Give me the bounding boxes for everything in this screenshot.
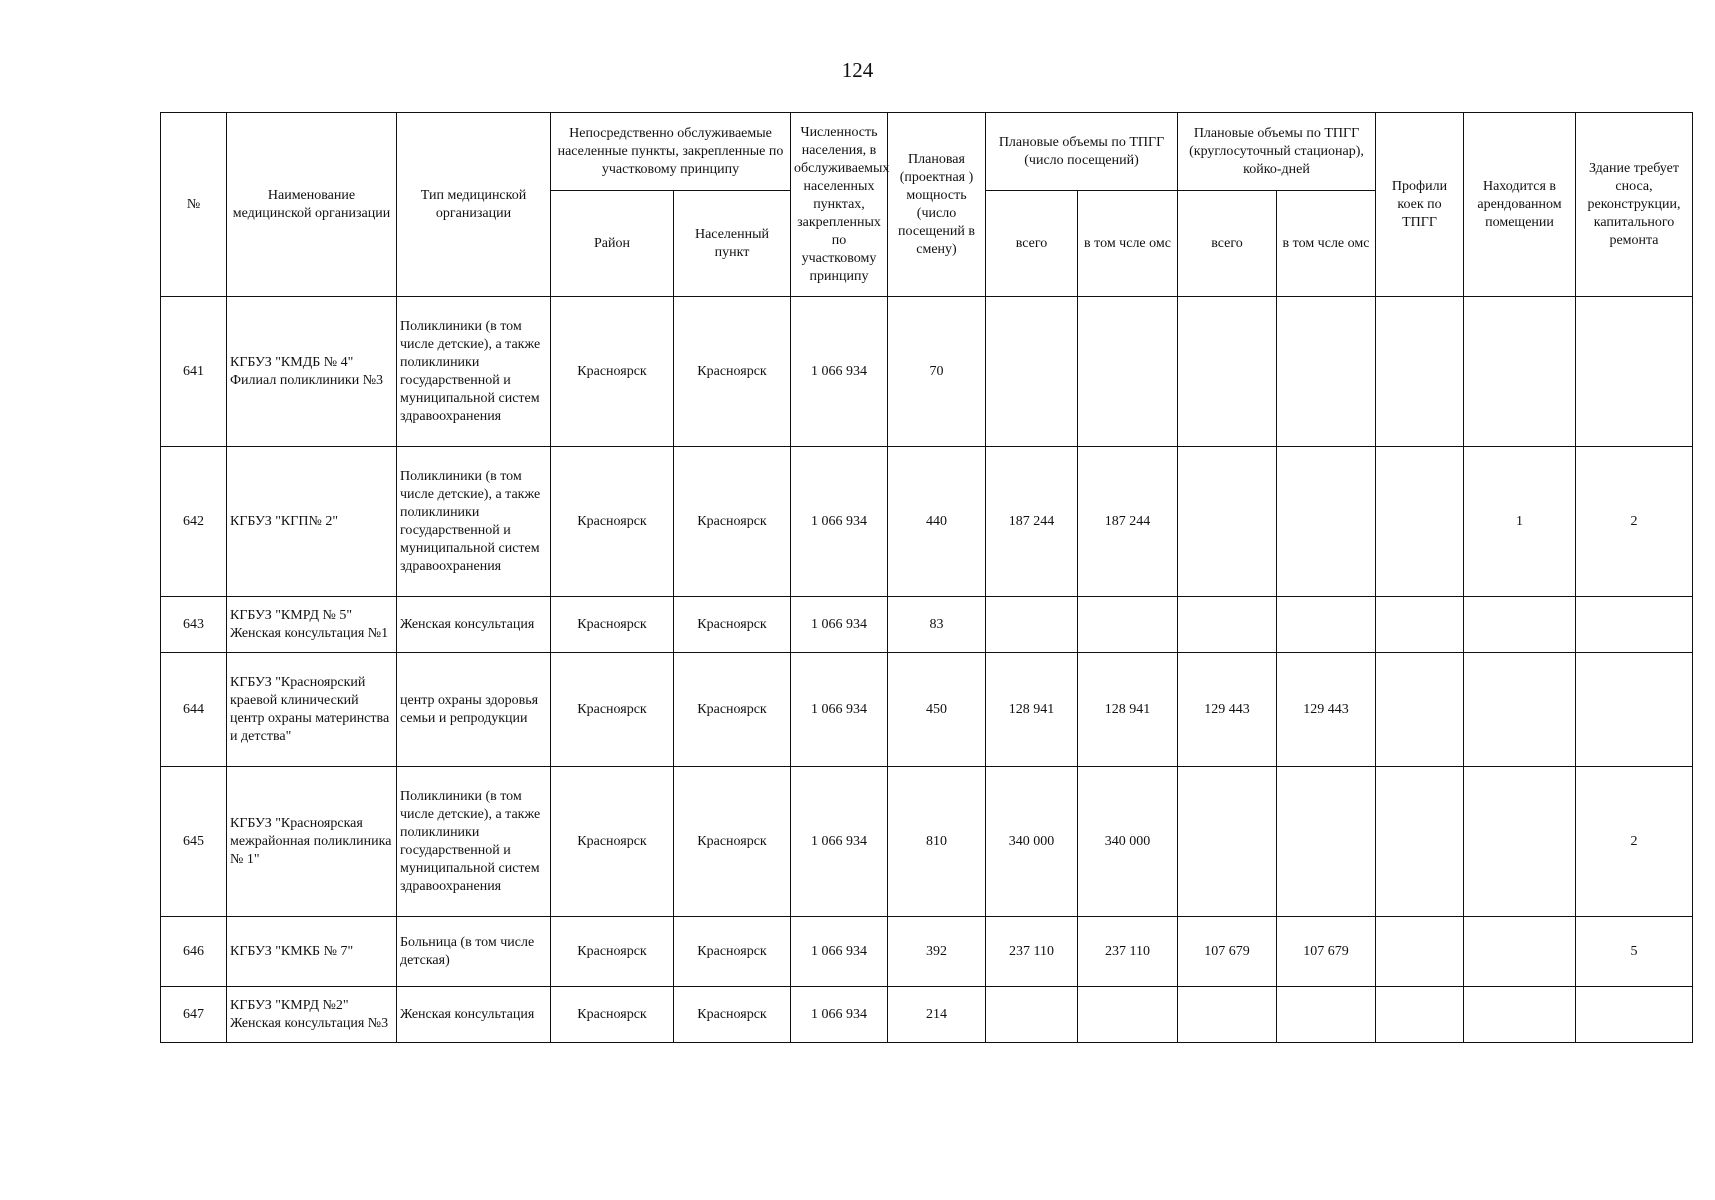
org-name: КГБУЗ "КГП№ 2" bbox=[227, 447, 397, 597]
col-header-population: Численность населения, в обслуживаемых населенных пунктах, закрепленных по участковому принципу bbox=[791, 113, 888, 297]
locality: Красноярск bbox=[674, 297, 791, 447]
bed-profiles bbox=[1376, 297, 1464, 447]
rented bbox=[1464, 767, 1576, 917]
org-type: Женская консультация bbox=[397, 597, 551, 653]
repair: 2 bbox=[1576, 767, 1693, 917]
rented bbox=[1464, 987, 1576, 1043]
table-row bbox=[161, 987, 1693, 1043]
table-row bbox=[161, 767, 1693, 917]
visits-oms: 128 941 bbox=[1078, 653, 1178, 767]
beds-total bbox=[1178, 297, 1277, 447]
capacity: 810 bbox=[888, 767, 986, 917]
district: Красноярск bbox=[551, 767, 674, 917]
beds-oms bbox=[1277, 447, 1376, 597]
beds-total bbox=[1178, 987, 1277, 1043]
beds-total bbox=[1178, 767, 1277, 917]
visits-total: 187 244 bbox=[986, 447, 1078, 597]
col-header-district: Район bbox=[551, 191, 674, 297]
org-name: КГБУЗ "КМДБ № 4" Филиал поликлиники №3 bbox=[227, 297, 397, 447]
col-header-visits: Плановые объемы по ТПГГ (число посещений) bbox=[986, 113, 1178, 191]
bed-profiles bbox=[1376, 917, 1464, 987]
page-number: 124 bbox=[841, 58, 874, 82]
bed-profiles bbox=[1376, 987, 1464, 1043]
table-row bbox=[161, 653, 1693, 767]
repair bbox=[1576, 297, 1693, 447]
capacity: 83 bbox=[888, 597, 986, 653]
visits-oms bbox=[1078, 297, 1178, 447]
population: 1 066 934 bbox=[791, 597, 888, 653]
visits-total bbox=[986, 597, 1078, 653]
locality: Красноярск bbox=[674, 987, 791, 1043]
population: 1 066 934 bbox=[791, 447, 888, 597]
bed-profiles bbox=[1376, 597, 1464, 653]
rented bbox=[1464, 297, 1576, 447]
locality: Красноярск bbox=[674, 917, 791, 987]
locality: Красноярск bbox=[674, 447, 791, 597]
locality: Красноярск bbox=[674, 597, 791, 653]
district: Красноярск bbox=[551, 987, 674, 1043]
row-number: 643 bbox=[161, 597, 227, 653]
visits-oms: 237 110 bbox=[1078, 917, 1178, 987]
col-header-no: № bbox=[161, 113, 227, 297]
col-header-rented: Находится в арендованном помещении bbox=[1464, 113, 1576, 297]
beds-oms bbox=[1277, 597, 1376, 653]
visits-total: 128 941 bbox=[986, 653, 1078, 767]
district: Красноярск bbox=[551, 653, 674, 767]
org-name: КГБУЗ "КМРД №2" Женская консультация №3 bbox=[227, 987, 397, 1043]
locality: Красноярск bbox=[674, 767, 791, 917]
beds-total: 129 443 bbox=[1178, 653, 1277, 767]
table-row bbox=[161, 917, 1693, 987]
beds-oms bbox=[1277, 767, 1376, 917]
capacity: 392 bbox=[888, 917, 986, 987]
capacity: 450 bbox=[888, 653, 986, 767]
population: 1 066 934 bbox=[791, 653, 888, 767]
col-header-visits-oms: в том чсле омс bbox=[1078, 191, 1178, 297]
org-name: КГБУЗ "Красноярский краевой клинический центр охраны материнства и детства" bbox=[227, 653, 397, 767]
locality: Красноярск bbox=[674, 653, 791, 767]
repair bbox=[1576, 987, 1693, 1043]
row-number: 646 bbox=[161, 917, 227, 987]
header-row-1 bbox=[161, 113, 1693, 191]
row-number: 641 bbox=[161, 297, 227, 447]
population: 1 066 934 bbox=[791, 987, 888, 1043]
org-type: Поликлиники (в том числе детские), а также поликлиники государственной и муниципальной систем здравоохранения bbox=[397, 297, 551, 447]
population: 1 066 934 bbox=[791, 917, 888, 987]
rented bbox=[1464, 653, 1576, 767]
col-header-visits-total: всего bbox=[986, 191, 1078, 297]
district: Красноярск bbox=[551, 297, 674, 447]
org-type: Поликлиники (в том числе детские), а также поликлиники государственной и муниципальной систем здравоохранения bbox=[397, 447, 551, 597]
beds-total: 107 679 bbox=[1178, 917, 1277, 987]
repair: 2 bbox=[1576, 447, 1693, 597]
population: 1 066 934 bbox=[791, 767, 888, 917]
beds-oms: 129 443 bbox=[1277, 653, 1376, 767]
district: Красноярск bbox=[551, 447, 674, 597]
medical-organizations-table bbox=[160, 112, 1693, 1043]
col-header-capacity: Плановая (проектная ) мощность (число посещений в смену) bbox=[888, 113, 986, 297]
beds-oms bbox=[1277, 297, 1376, 447]
row-number: 642 bbox=[161, 447, 227, 597]
visits-total bbox=[986, 987, 1078, 1043]
repair bbox=[1576, 597, 1693, 653]
beds-total bbox=[1178, 597, 1277, 653]
col-header-bed-profiles: Профили коек по ТПГГ bbox=[1376, 113, 1464, 297]
visits-oms: 340 000 bbox=[1078, 767, 1178, 917]
rented: 1 bbox=[1464, 447, 1576, 597]
visits-oms bbox=[1078, 597, 1178, 653]
table-row bbox=[161, 597, 1693, 653]
row-number: 647 bbox=[161, 987, 227, 1043]
col-header-beds-oms: в том чсле омс bbox=[1277, 191, 1376, 297]
beds-total bbox=[1178, 447, 1277, 597]
org-name: КГБУЗ "КМРД № 5" Женская консультация №1 bbox=[227, 597, 397, 653]
col-header-locality: Населенный пункт bbox=[674, 191, 791, 297]
visits-oms: 187 244 bbox=[1078, 447, 1178, 597]
rented bbox=[1464, 917, 1576, 987]
col-header-served-points: Непосредственно обслуживаемые населенные пункты, закрепленные по участковому принципу bbox=[551, 113, 791, 191]
bed-profiles bbox=[1376, 653, 1464, 767]
org-type: центр охраны здоровья семьи и репродукции bbox=[397, 653, 551, 767]
district: Красноярск bbox=[551, 917, 674, 987]
org-name: КГБУЗ "КМКБ № 7" bbox=[227, 917, 397, 987]
org-type: Поликлиники (в том числе детские), а также поликлиники государственной и муниципальной систем здравоохранения bbox=[397, 767, 551, 917]
org-type: Женская консультация bbox=[397, 987, 551, 1043]
col-header-repair: Здание требует сноса, реконструкции, капитального ремонта bbox=[1576, 113, 1693, 297]
table-row bbox=[161, 297, 1693, 447]
capacity: 70 bbox=[888, 297, 986, 447]
beds-oms: 107 679 bbox=[1277, 917, 1376, 987]
bed-profiles bbox=[1376, 447, 1464, 597]
row-number: 645 bbox=[161, 767, 227, 917]
col-header-beds: Плановые объемы по ТПГГ (круглосуточный стационар), койко-дней bbox=[1178, 113, 1376, 191]
col-header-beds-total: всего bbox=[1178, 191, 1277, 297]
capacity: 440 bbox=[888, 447, 986, 597]
capacity: 214 bbox=[888, 987, 986, 1043]
district: Красноярск bbox=[551, 597, 674, 653]
population: 1 066 934 bbox=[791, 297, 888, 447]
repair bbox=[1576, 653, 1693, 767]
visits-total: 340 000 bbox=[986, 767, 1078, 917]
org-name: КГБУЗ "Красноярская межрайонная поликлиника № 1" bbox=[227, 767, 397, 917]
rented bbox=[1464, 597, 1576, 653]
visits-oms bbox=[1078, 987, 1178, 1043]
table-row bbox=[161, 447, 1693, 597]
row-number: 644 bbox=[161, 653, 227, 767]
repair: 5 bbox=[1576, 917, 1693, 987]
visits-total: 237 110 bbox=[986, 917, 1078, 987]
col-header-org-name: Наименование медицинской организации bbox=[227, 113, 397, 297]
visits-total bbox=[986, 297, 1078, 447]
bed-profiles bbox=[1376, 767, 1464, 917]
beds-oms bbox=[1277, 987, 1376, 1043]
col-header-org-type: Тип медицинской организации bbox=[397, 113, 551, 297]
org-type: Больница (в том числе детская) bbox=[397, 917, 551, 987]
